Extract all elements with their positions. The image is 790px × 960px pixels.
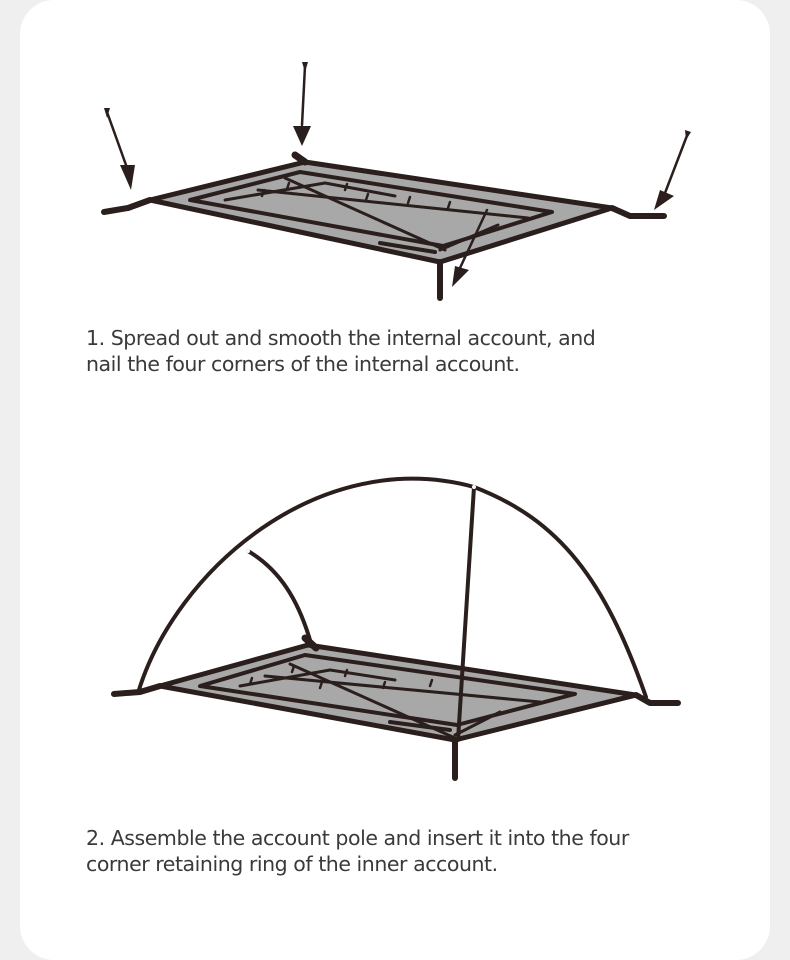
step-1-caption-line-1: 1. Spread out and smooth the internal account, and — [86, 326, 596, 350]
step-2-caption — [86, 825, 726, 877]
step-2-caption-line-1: 2. Assemble the account pole and insert it into the four — [86, 826, 629, 850]
instruction-card — [20, 0, 770, 960]
step-2-caption-line-2: corner retaining ring of the inner account. — [86, 852, 498, 876]
step-2-illustration-tent-poles-icon — [20, 450, 770, 790]
step-1-illustration-tent-floor-icon — [20, 0, 770, 310]
step-1-caption — [86, 325, 726, 377]
step-1-caption-line-2: nail the four corners of the internal account. — [86, 352, 520, 376]
